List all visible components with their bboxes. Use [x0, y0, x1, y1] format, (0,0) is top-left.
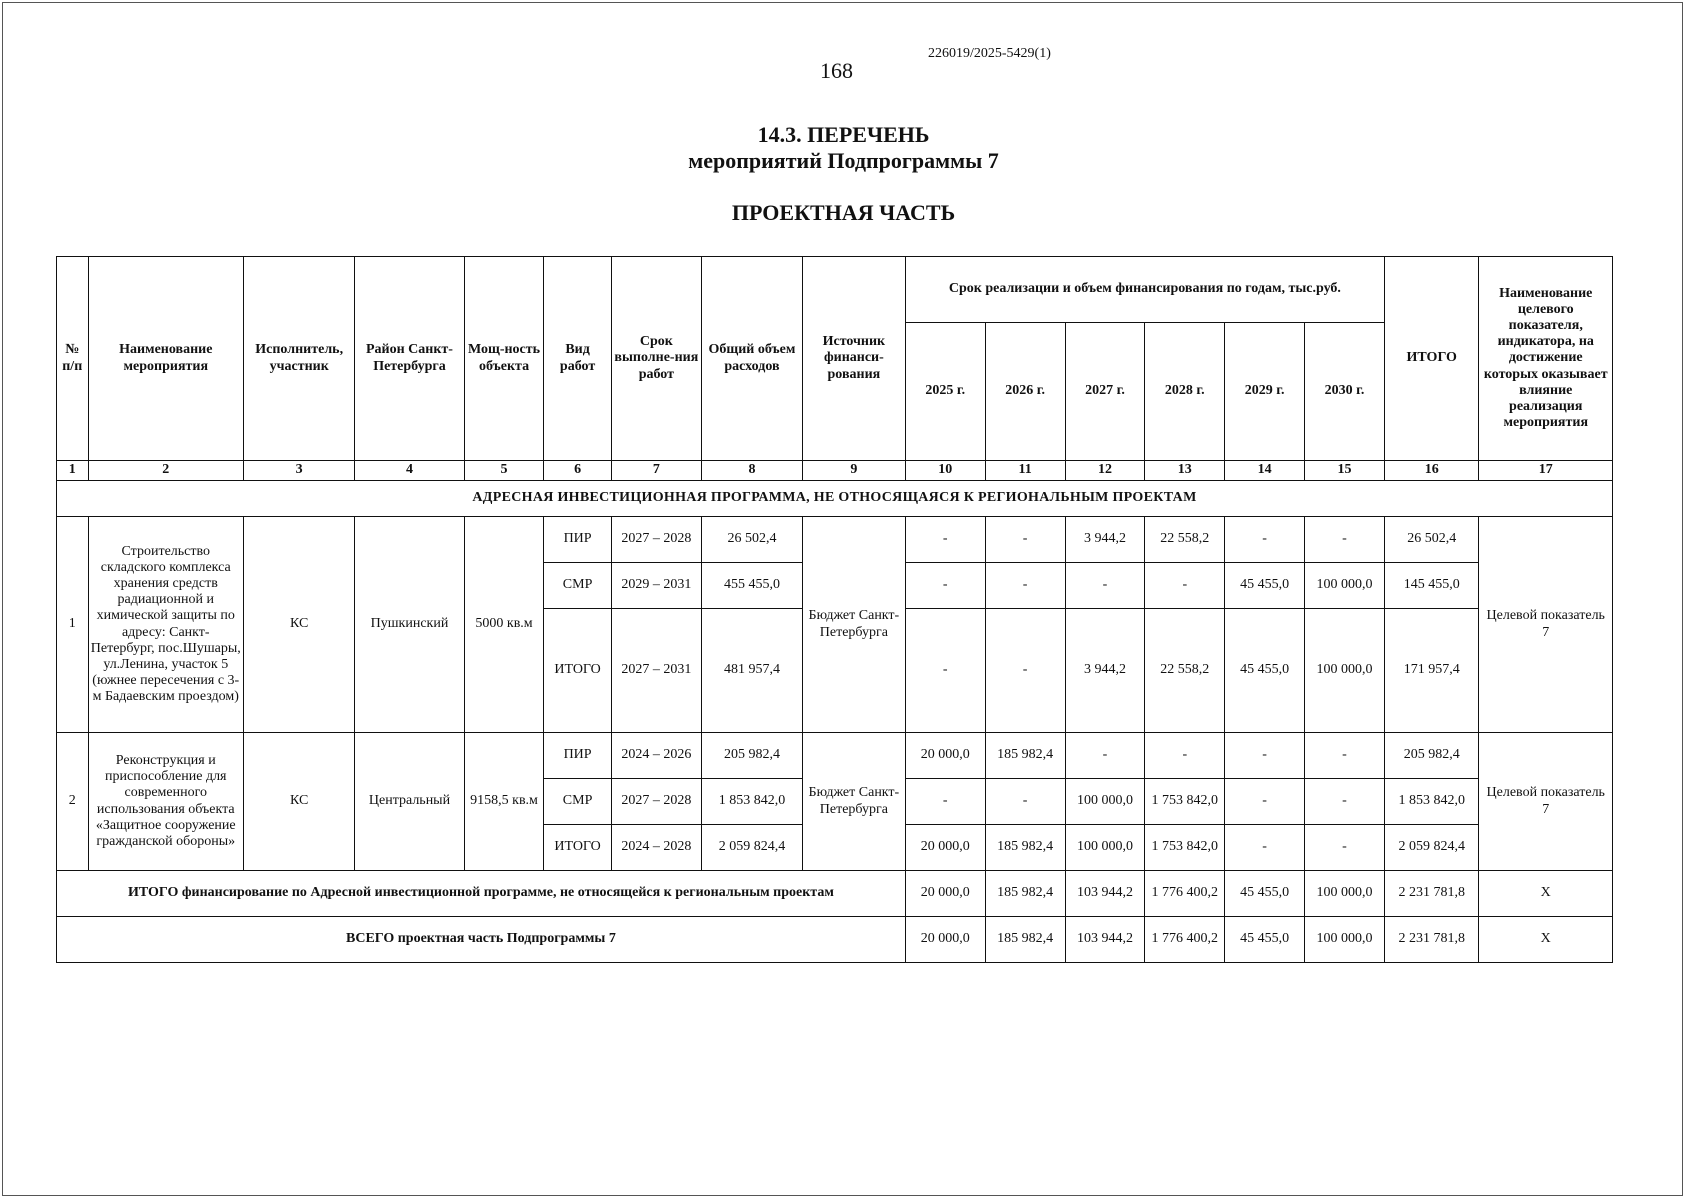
year-value: -	[1225, 517, 1305, 563]
total-value: 20 000,0	[905, 871, 985, 917]
item-name: Реконструкция и приспособление для современного использования объекта «Защитное сооружение гражданской обороны»	[88, 733, 243, 871]
year-value: 185 982,4	[985, 733, 1065, 779]
year-value: -	[1065, 733, 1145, 779]
row-itogo: 171 957,4	[1384, 609, 1479, 733]
work-type: ИТОГО	[544, 609, 611, 733]
total-itogo: 2 231 781,8	[1384, 871, 1479, 917]
year-value: -	[1145, 733, 1225, 779]
year-value: -	[905, 609, 985, 733]
header-indicator: Наименование целевого показателя, индикатора, на достижение которых оказывает влияние реализация мероприятия	[1479, 257, 1613, 461]
header-year: 2025 г.	[905, 323, 985, 461]
column-number: 1	[57, 461, 89, 481]
year-value: 100 000,0	[1065, 779, 1145, 825]
header-executor: Исполнитель, участник	[244, 257, 355, 461]
year-value: -	[985, 563, 1065, 609]
header-district: Район Санкт-Петербурга	[355, 257, 464, 461]
total-label: ВСЕГО проектная часть Подпрограммы 7	[57, 917, 906, 963]
year-value: 22 558,2	[1145, 517, 1225, 563]
column-number: 12	[1065, 461, 1145, 481]
year-value: 45 455,0	[1225, 563, 1305, 609]
section-title: АДРЕСНАЯ ИНВЕСТИЦИОННАЯ ПРОГРАММА, НЕ ОТНОСЯЩАЯСЯ К РЕГИОНАЛЬНЫМ ПРОЕКТАМ	[57, 481, 1613, 517]
year-value: 3 944,2	[1065, 517, 1145, 563]
total-itogo: 2 231 781,8	[1384, 917, 1479, 963]
section-heading: ПРОЕКТНАЯ ЧАСТЬ	[731, 200, 956, 225]
header-year: 2030 г.	[1305, 323, 1385, 461]
table-row	[57, 517, 1613, 563]
year-value: 1 753 842,0	[1145, 825, 1225, 871]
column-number: 15	[1305, 461, 1385, 481]
total-indicator: Х	[1479, 917, 1613, 963]
row-itogo: 26 502,4	[1384, 517, 1479, 563]
header-year: 2027 г.	[1065, 323, 1145, 461]
item-source: Бюджет Санкт-Петербурга	[802, 517, 905, 733]
total-label: ИТОГО финансирование по Адресной инвестиционной программе, не относящейся к региональным проектам	[57, 871, 906, 917]
item-name: Строительство складского комплекса хранения средств радиационной и химической защиты по адресу: Санкт-Петербург, пос.Шушары, ул.Ленина, участок 5 (южнее пересечения с 3-м Бадаевским проездом)	[88, 517, 243, 733]
work-term: 2027 – 2031	[611, 609, 701, 733]
work-type: ПИР	[544, 733, 611, 779]
year-value: 185 982,4	[985, 825, 1065, 871]
column-number: 9	[802, 461, 905, 481]
year-value: -	[1305, 779, 1385, 825]
work-term: 2024 – 2026	[611, 733, 701, 779]
year-value: -	[985, 609, 1065, 733]
item-capacity: 5000 кв.м	[464, 517, 544, 733]
column-number: 2	[88, 461, 243, 481]
column-number: 4	[355, 461, 464, 481]
year-value: 3 944,2	[1065, 609, 1145, 733]
item-indicator: Целевой показатель 7	[1479, 517, 1613, 733]
section-row	[57, 481, 1613, 517]
header-itogo: ИТОГО	[1384, 257, 1479, 461]
row-itogo: 2 059 824,4	[1384, 825, 1479, 871]
item-number: 2	[57, 733, 89, 871]
total-value: 45 455,0	[1225, 871, 1305, 917]
total-row-all	[57, 917, 1613, 963]
total-value: 185 982,4	[985, 917, 1065, 963]
year-value: 45 455,0	[1225, 609, 1305, 733]
year-value: -	[905, 563, 985, 609]
work-total: 205 982,4	[702, 733, 803, 779]
row-itogo: 1 853 842,0	[1384, 779, 1479, 825]
year-value: -	[1305, 517, 1385, 563]
work-type: СМР	[544, 779, 611, 825]
work-type: СМР	[544, 563, 611, 609]
work-term: 2027 – 2028	[611, 517, 701, 563]
header-total-cost: Общий объем расходов	[702, 257, 803, 461]
column-number-row	[57, 461, 1613, 481]
total-value: 103 944,2	[1065, 917, 1145, 963]
work-term: 2029 – 2031	[611, 563, 701, 609]
header-year: 2026 г.	[985, 323, 1065, 461]
year-value: 20 000,0	[905, 825, 985, 871]
header-capacity: Мощ-ность объекта	[464, 257, 544, 461]
column-number: 6	[544, 461, 611, 481]
year-value: -	[1305, 825, 1385, 871]
year-value: 100 000,0	[1305, 609, 1385, 733]
column-number: 8	[702, 461, 803, 481]
column-number: 17	[1479, 461, 1613, 481]
total-indicator: Х	[1479, 871, 1613, 917]
total-value: 45 455,0	[1225, 917, 1305, 963]
header-row-1	[57, 257, 1613, 323]
work-total: 26 502,4	[702, 517, 803, 563]
total-value: 100 000,0	[1305, 871, 1385, 917]
total-value: 1 776 400,2	[1145, 917, 1225, 963]
year-value: -	[905, 517, 985, 563]
header-name: Наименование мероприятия	[88, 257, 243, 461]
item-executor: КС	[244, 733, 355, 871]
work-term: 2024 – 2028	[611, 825, 701, 871]
item-source: Бюджет Санкт-Петербурга	[802, 733, 905, 871]
header-num: № п/п	[57, 257, 89, 461]
year-value: 20 000,0	[905, 733, 985, 779]
work-total: 2 059 824,4	[702, 825, 803, 871]
item-indicator: Целевой показатель 7	[1479, 733, 1613, 871]
work-total: 455 455,0	[702, 563, 803, 609]
header-work-type: Вид работ	[544, 257, 611, 461]
item-district: Центральный	[355, 733, 464, 871]
header-period-group: Срок реализации и объем финансирования по годам, тыс.руб.	[905, 257, 1384, 323]
document-number: 226019/2025-5429(1)	[928, 46, 1051, 61]
work-total: 481 957,4	[702, 609, 803, 733]
table-row	[57, 733, 1613, 779]
year-value: -	[985, 517, 1065, 563]
total-value: 1 776 400,2	[1145, 871, 1225, 917]
row-itogo: 205 982,4	[1384, 733, 1479, 779]
activities-table	[56, 256, 1613, 963]
total-value: 100 000,0	[1305, 917, 1385, 963]
total-value: 185 982,4	[985, 871, 1065, 917]
column-number: 11	[985, 461, 1065, 481]
work-total: 1 853 842,0	[702, 779, 803, 825]
total-row-aip	[57, 871, 1613, 917]
year-value: 100 000,0	[1065, 825, 1145, 871]
header-year: 2028 г.	[1145, 323, 1225, 461]
year-value: -	[1065, 563, 1145, 609]
column-number: 13	[1145, 461, 1225, 481]
year-value: -	[1225, 779, 1305, 825]
year-value: -	[1225, 825, 1305, 871]
row-itogo: 145 455,0	[1384, 563, 1479, 609]
work-type: ПИР	[544, 517, 611, 563]
header-source: Источник финанси-рования	[802, 257, 905, 461]
year-value: 100 000,0	[1305, 563, 1385, 609]
year-value: -	[905, 779, 985, 825]
title-line-1: 14.3. ПЕРЕЧЕНЬ	[757, 122, 930, 147]
title-line-2: мероприятий Подпрограммы 7	[688, 148, 999, 173]
total-value: 20 000,0	[905, 917, 985, 963]
year-value: -	[1305, 733, 1385, 779]
year-value: 1 753 842,0	[1145, 779, 1225, 825]
year-value: -	[1225, 733, 1305, 779]
year-value: 22 558,2	[1145, 609, 1225, 733]
year-value: -	[985, 779, 1065, 825]
item-capacity: 9158,5 кв.м	[464, 733, 544, 871]
total-value: 103 944,2	[1065, 871, 1145, 917]
header-term: Срок выполне-ния работ	[611, 257, 701, 461]
column-number: 10	[905, 461, 985, 481]
item-number: 1	[57, 517, 89, 733]
year-value: -	[1145, 563, 1225, 609]
column-number: 7	[611, 461, 701, 481]
column-number: 16	[1384, 461, 1479, 481]
work-type: ИТОГО	[544, 825, 611, 871]
item-district: Пушкинский	[355, 517, 464, 733]
column-number: 3	[244, 461, 355, 481]
column-number: 5	[464, 461, 544, 481]
item-executor: КС	[244, 517, 355, 733]
page-number: 168	[820, 58, 853, 83]
work-term: 2027 – 2028	[611, 779, 701, 825]
header-year: 2029 г.	[1225, 323, 1305, 461]
column-number: 14	[1225, 461, 1305, 481]
